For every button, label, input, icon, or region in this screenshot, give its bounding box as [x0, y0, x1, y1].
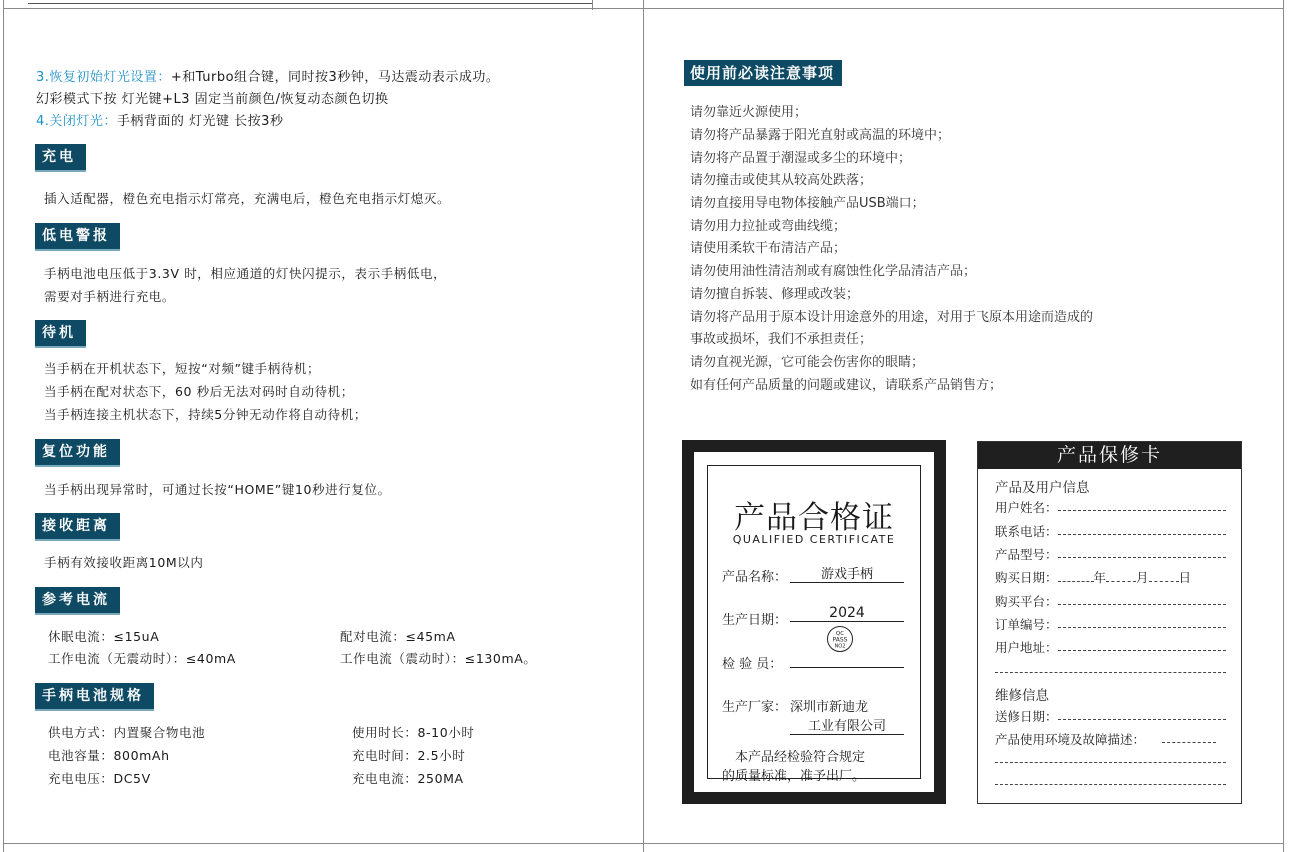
- section-line: 当手柄连接主机状态下，持续5分钟无动作将自动待机；: [44, 407, 367, 422]
- certificate-title: 产品合格证: [734, 500, 894, 536]
- current-item: 休眠电流：≤15uA: [48, 629, 160, 644]
- qc-pass-stamp-icon: [826, 625, 854, 653]
- battery-item: 充电电流：250MA: [352, 771, 464, 786]
- battery-item: 充电时间：2.5小时: [352, 748, 466, 763]
- day-blank: [1149, 581, 1179, 582]
- address-line: [1058, 650, 1226, 651]
- battery-item: 供电方式：内置聚合物电池: [48, 725, 206, 740]
- qualified-certificate: [682, 440, 946, 804]
- month-blank: [1106, 581, 1136, 582]
- top-strip-divider: [592, 0, 593, 10]
- user-info-heading: 产品及用户信息: [995, 480, 1090, 496]
- product-name-label: 产品名称：: [722, 570, 788, 585]
- year-label: 年: [1093, 570, 1107, 585]
- model-line: [1058, 557, 1226, 558]
- left-page-border: [3, 0, 4, 852]
- platform-field: 购买平台：: [995, 594, 1058, 609]
- section-header-reference-current: 参考电流: [35, 587, 120, 615]
- warranty-card: [977, 441, 1242, 804]
- battery-item: 使用时长：8-10小时: [352, 725, 475, 740]
- certificate-footer-line-1: 本产品经检验符合规定: [735, 750, 866, 765]
- bottom-border: [3, 843, 1283, 844]
- intro-line-1: 3.恢复初始灯光设置：+和Turbo组合键，同时按3秒钟，马达震动表示成功。: [36, 70, 500, 85]
- intro-line-3: 4.关闭灯光：手柄背面的 灯光键 长按3秒: [36, 114, 284, 129]
- notice-line: 请勿撞击或使其从较高处跌落；: [690, 173, 873, 188]
- section-header-reset: 复位功能: [35, 439, 120, 467]
- model-field: 产品型号：: [995, 547, 1058, 562]
- platform-line: [1058, 604, 1226, 605]
- purchase-date-field: [995, 568, 1191, 586]
- phone-field: 联系电话：: [995, 524, 1058, 539]
- user-name-line: [1058, 510, 1226, 511]
- address-line-2: [995, 672, 1226, 673]
- battery-item: 电池容量：800mAh: [48, 748, 170, 763]
- day-label: 日: [1178, 570, 1192, 585]
- inspector-line: [790, 652, 904, 668]
- battery-item: 充电电压：DC5V: [48, 771, 151, 786]
- manufacturer-label: 生产厂家：: [722, 700, 788, 715]
- stamp-qc: QC: [835, 631, 845, 637]
- environment-description-field: 产品使用环境及故障描述：: [995, 732, 1146, 747]
- production-date-value: 2024: [790, 605, 904, 622]
- section-header-receive-distance: 接收距离: [35, 513, 120, 541]
- section-line: 手柄电池电压低于3.3V 时，相应通道的灯快闪提示，表示手柄低电，: [44, 266, 447, 281]
- intro-line-2: 幻彩模式下按 灯光键+L3 固定当前颜色/恢复动态颜色切换: [36, 92, 389, 107]
- environment-line-3: [995, 784, 1226, 785]
- manufacturer-value-1: 深圳市新迪龙: [790, 700, 869, 715]
- certificate-footer-line-2: 的质量标准，准予出厂。: [722, 769, 866, 784]
- repair-date-field: 送修日期：: [995, 709, 1058, 724]
- user-name-field: 用户姓名：: [995, 500, 1058, 515]
- notice-line: 请勿将产品暴露于阳光直射或高温的环境中；: [690, 128, 951, 143]
- order-number-field: 订单编号：: [995, 617, 1058, 632]
- right-page-border: [1283, 0, 1284, 852]
- top-strip-line: [28, 3, 593, 4]
- inspector-label: 检 验 员：: [722, 657, 783, 672]
- notice-line: 请勿靠近火源使用；: [690, 105, 808, 120]
- notice-line: 请勿擅自拆装、修理或改装；: [690, 287, 860, 302]
- section-line: 插入适配器，橙色充电指示灯常亮，充满电后，橙色充电指示灯熄灭。: [44, 191, 451, 206]
- notice-line: 请勿直视光源，它可能会伤害你的眼睛；: [690, 355, 925, 370]
- current-item: 工作电流（震动时）：≤130mA。: [340, 651, 537, 666]
- section-line: 手柄有效接收距离10M以内: [44, 555, 204, 570]
- section-header-standby: 待机: [35, 320, 86, 348]
- stamp-no: NO2: [834, 643, 846, 650]
- section-line: 当手柄在开机状态下，短按“对频”键手柄待机；: [44, 361, 321, 376]
- notice-line: 请勿用力拉扯或弯曲线缆；: [690, 219, 847, 234]
- notice-line: 请勿将产品用于原本设计用途意外的用途，对用于飞原本用途而造成的: [690, 310, 1094, 325]
- notice-line: 请勿直接用导电物体接触产品USB端口；: [690, 196, 925, 211]
- certificate-frame: [707, 465, 921, 784]
- repair-date-line: [1058, 719, 1226, 720]
- current-item: 配对电流：≤45mA: [340, 629, 456, 644]
- manufacturer-value-2: 工业有限公司: [790, 715, 904, 735]
- current-item: 工作电流（无震动时）：≤40mA: [48, 651, 236, 666]
- address-field: 用户地址：: [995, 640, 1058, 655]
- notice-line: 事故或损坏，我们不承担责任；: [690, 332, 873, 347]
- phone-line: [1058, 534, 1226, 535]
- stamp-pass: PASS: [832, 636, 848, 644]
- order-number-line: [1058, 627, 1226, 628]
- production-date-label: 生产日期：: [722, 613, 788, 628]
- environment-line: [1162, 742, 1216, 743]
- month-label: 月: [1136, 570, 1149, 585]
- section-header-charging: 充电: [35, 144, 86, 172]
- top-border: [3, 8, 1283, 9]
- notice-line: 请勿使用油性清洁剂或有腐蚀性化学品清洁产品；: [690, 264, 977, 279]
- notice-line: 请使用柔软干布清洁产品；: [690, 241, 847, 256]
- product-name-value: 游戏手柄: [790, 563, 904, 583]
- notice-line: 请勿将产品置于潮湿或多尘的环境中；: [690, 151, 912, 166]
- purchase-date-label: 购买日期：: [995, 570, 1058, 585]
- warranty-title: 产品保修卡: [978, 442, 1241, 469]
- certificate-footer: [722, 748, 914, 786]
- year-blank: [1058, 581, 1094, 582]
- section-line: 当手柄出现异常时，可通过长按“HOME”键10秒进行复位。: [44, 482, 391, 497]
- section-line: 需要对手柄进行充电。: [44, 289, 176, 304]
- repair-info-heading: 维修信息: [995, 688, 1049, 704]
- section-line: 当手柄在配对状态下，60 秒后无法对码时自动待机；: [44, 384, 354, 399]
- section-header-battery-spec: 手柄电池规格: [35, 683, 154, 711]
- page-divider: [643, 0, 644, 852]
- section-header-low-battery: 低电警报: [35, 223, 120, 251]
- environment-line-2: [995, 762, 1226, 763]
- certificate-paper: [694, 452, 934, 792]
- notice-line: 如有任何产品质量的问题或建议，请联系产品销售方；: [690, 378, 1003, 393]
- notice-header: 使用前必读注意事项: [684, 60, 842, 86]
- certificate-subtitle: QUALIFIED CERTIFICATE: [732, 533, 896, 546]
